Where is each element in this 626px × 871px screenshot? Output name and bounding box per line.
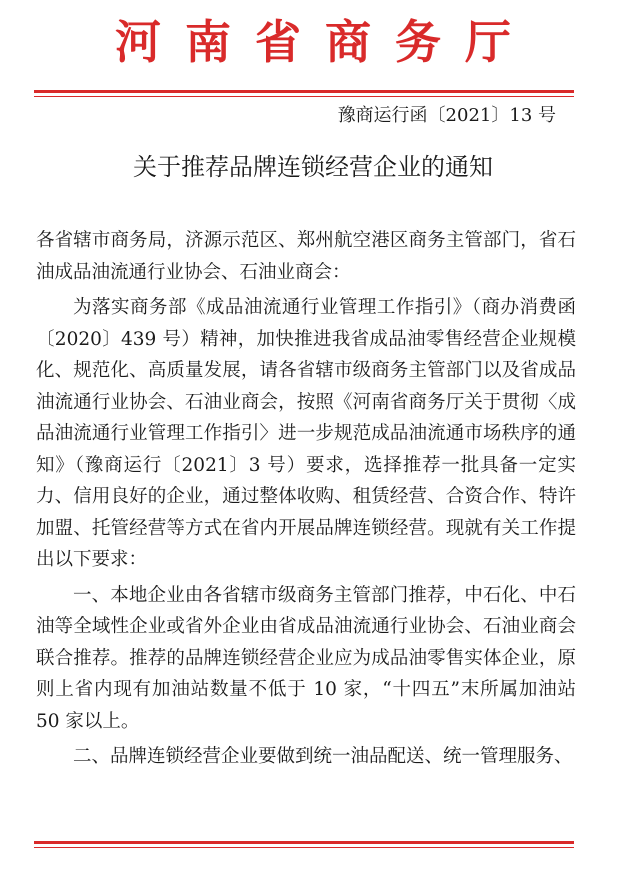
- document-title: 关于推荐品牌连锁经营企业的通知: [133, 153, 493, 181]
- footer-rule-thin: [34, 847, 574, 848]
- letterhead-rule-thick: [34, 90, 574, 93]
- paragraph-2: 一、本地企业由各省辖市级商务主管部门推荐，中石化、中石油等全域性企业或省外企业由省成品油流通行业协会、石油业商会联合推荐。推荐的品牌连锁经营企业应为成品油零售实体企业，原则上省内现有加油站数量不低于 10 家，“十四五”末所属加油站 50 家以上。: [36, 584, 576, 732]
- document-body: [36, 225, 576, 777]
- footer-rule-thick: [34, 841, 574, 844]
- letterhead-org-name: 河南省商务厅: [115, 15, 535, 69]
- salutation: 各省辖市商务局，济源示范区、郑州航空港区商务主管部门，省石油成品油流通行业协会、石油业商会：: [36, 230, 576, 283]
- letterhead-rule-thin: [34, 96, 574, 97]
- paragraph-1: 为落实商务部《成品油流通行业管理工作指引》（商办消费函〔2020〕439 号）精神，加快推进我省成品油零售经营企业规模化、规范化、高质量发展，请各省辖市级商务主管部门以及省成品油流通行业协会、石油业商会，按照《河南省商务厅关于贯彻〈成品油流通行业管理工作指引〉进一步规范成品油流通市场秩序的通知》（豫商运行〔2021〕3 号）要求，选择推荐一批具备一定实力、信用良好的企业，通过整体收购、租赁经营、合资合作、特许加盟、托管经营等方式在省内开展品牌连锁经营。现就有关工作提出以下要求：: [36, 297, 576, 570]
- document-number: 豫商运行函〔2021〕13 号: [337, 105, 556, 126]
- paragraph-3: 二、品牌连锁经营企业要做到统一油品配送、统一管理服务、: [73, 746, 573, 767]
